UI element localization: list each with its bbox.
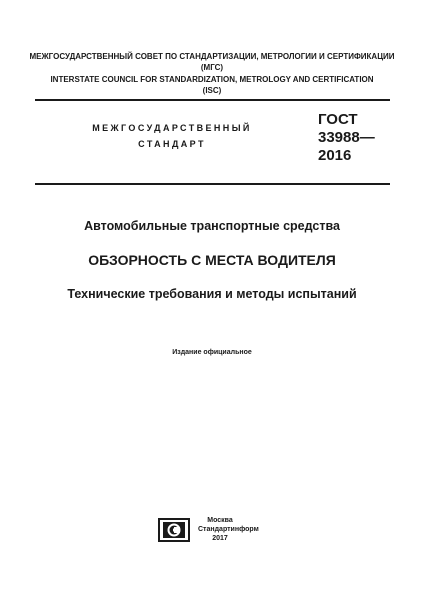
council-header: [0, 51, 424, 96]
imprint-year: 2017: [212, 535, 228, 542]
publisher-imprint: [198, 516, 259, 543]
document-subtitle: Технические требования и методы испытаний: [67, 287, 357, 301]
document-subject: Автомобильные транспортные средства: [84, 219, 340, 233]
gost-code: [318, 111, 375, 165]
gost-code-line1: ГОСТ: [318, 111, 358, 128]
bottom-divider: [35, 183, 390, 185]
imprint-publisher: Стандартинформ: [198, 526, 259, 533]
top-divider: [35, 99, 390, 101]
document-title: ОБЗОРНОСТЬ С МЕСТА ВОДИТЕЛЯ: [88, 252, 336, 268]
imprint-city: Москва: [207, 517, 233, 524]
standard-label-line1: МЕЖГОСУДАРСТВЕННЫЙ: [92, 123, 252, 133]
council-abbr-en: (ISC): [202, 86, 222, 95]
standartinform-logo-icon: [158, 516, 190, 544]
council-name-ru: МЕЖГОСУДАРСТВЕННЫЙ СОВЕТ ПО СТАНДАРТИЗАЦИИ, МЕТРОЛОГИИ И СЕРТИФИКАЦИИ: [29, 52, 395, 61]
standard-type-label: [50, 120, 294, 152]
standard-label-line2: СТАНДАРТ: [138, 139, 206, 149]
council-abbr-ru: (МГС): [200, 63, 224, 72]
council-name-en: INTERSTATE COUNCIL FOR STANDARDIZATION, METROLOGY AND CERTIFICATION: [50, 75, 374, 84]
gost-code-line3: 2016: [318, 147, 352, 164]
gost-code-line2: 33988—: [318, 129, 375, 146]
edition-note: Издание официальное: [172, 349, 252, 356]
